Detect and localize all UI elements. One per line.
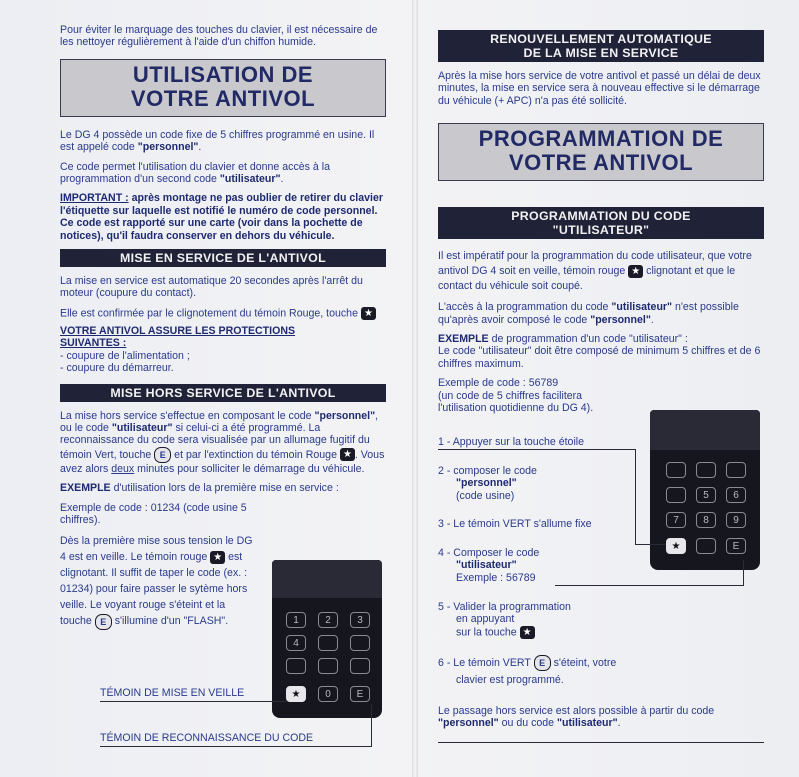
step1-pointer: [438, 449, 636, 450]
final-paragraph: Le passage hors service est alors possible à partir du code "personnel" ou du code "utilisateur".: [438, 705, 715, 730]
step-5: 5 - Valider la programmation en appuyant sur la touche ★: [438, 601, 571, 639]
mise-hors-service-header: MISE HORS SERVICE DE L'ANTIVOL: [60, 384, 386, 402]
key-3: [726, 462, 746, 478]
key-e: E: [350, 686, 370, 702]
code-usage-paragraph: Ce code permet l'utilisation du clavier et donne accès à la programmation d'un second code "utilisateur".: [60, 160, 330, 186]
protections-title: VOTRE ANTIVOL ASSURE LES PROTECTIONS SUIVANTES :: [60, 324, 296, 350]
mise-en-service-header: MISE EN SERVICE DE L'ANTIVOL: [60, 249, 386, 267]
renouvellement-header: RENOUVELLEMENT AUTOMATIQUE DE LA MISE EN SERVICE: [438, 30, 764, 62]
key-5: 5: [696, 487, 716, 503]
key-2: [696, 462, 716, 478]
programmation-title: PROGRAMMATION DE VOTRE ANTIVOL: [438, 123, 764, 181]
mise-en-service-text: La mise en service est automatique 20 secondes après l'arrêt du moteur (coupure du contact).: [60, 275, 363, 300]
important-paragraph: IMPORTANT : après montage ne pas oublier de retirer du clavier l'étiquette sur laquelle est notifié le numéro de code personnel. Ce code est rapporté sur une carte (voir dans la pochette de notices), qu'il faudra conserver en dehors du véhicule.: [60, 192, 383, 242]
reco-pointer-vertical: [371, 704, 372, 747]
step-2: 2 - composer le code "personnel" (code usine): [438, 465, 537, 502]
key-1: [666, 462, 686, 478]
utilisation-title: UTILISATION DE VOTRE ANTIVOL: [60, 59, 386, 117]
step1-pointer-end: [635, 544, 665, 545]
step-4: 4 - Composer le code "utilisateur" Exemple : 56789: [438, 547, 540, 584]
key-1: 1: [286, 612, 306, 628]
key-3: 3: [350, 612, 370, 628]
left-column: [60, 24, 386, 637]
step4-pointer: [555, 585, 743, 586]
key-8: [318, 658, 338, 674]
cleaning-intro: Pour éviter le marquage des touches du clavier, il est nécessaire de les nettoyer régulièrement à l'aide d'un chiffon humide.: [60, 24, 378, 49]
example-code: Exemple de code : 56789 (un code de 5 chiffres facilitera l'utilisation quotidienne du DG 4).: [438, 377, 594, 415]
key-8: 8: [696, 512, 716, 528]
page-fold: [412, 0, 418, 777]
prerequisite-paragraph: Il est impératif pour la programmation du code utilisateur, que votre antivol DG 4 soit en veille, témoin rouge ★ clignotant et que le contact du véhicule soit coupé.: [438, 250, 752, 293]
key-0: 0: [318, 686, 338, 702]
key-9: [350, 658, 370, 674]
key-star: ★: [666, 538, 686, 554]
star-key-icon: ★: [210, 551, 225, 564]
hors-service-paragraph: La mise hors service s'effectue en composant le code "personnel", ou le code "utilisateur" si celui-ci a été programmé. La reconnaissance du code sera visualisée par un allumage fugitif du témoin Vert, touche E et par l'extinction du témoin Rouge ★ . Vous avez alors deux minutes pour solliciter le démarrage du véhicule.: [60, 409, 385, 475]
key-9: 9: [726, 512, 746, 528]
label-mise-en-veille: TÉMOIN DE MISE EN VEILLE: [100, 687, 245, 699]
e-key-icon: E: [534, 655, 551, 671]
step-1: 1 - Appuyer sur la touche étoile: [438, 436, 585, 448]
key-5: [318, 635, 338, 651]
right-column: [438, 30, 764, 414]
example-rule: Le code "utilisateur" doit être composé de minimum 5 chiffres et de 6 chiffres maximum.: [438, 345, 761, 370]
example-code: Exemple de code : 01234 (code usine 5 chiffres).: [60, 501, 247, 526]
star-key-icon: ★: [628, 265, 643, 278]
step4-pointer-vertical: [743, 560, 744, 586]
protection-item: - coupure de l'alimentation ;: [60, 349, 190, 362]
bottom-rule: [438, 742, 764, 743]
right-keypad-illustration: [650, 410, 760, 570]
keypad-cap: [650, 410, 760, 450]
reco-pointer-line: [100, 746, 372, 747]
key-0: [696, 538, 716, 554]
example-heading: EXEMPLE de programmation d'un code "utilisateur" :: [438, 333, 688, 346]
key-6: [350, 635, 370, 651]
programmation-code-header: PROGRAMMATION DU CODE "UTILISATEUR": [438, 207, 764, 239]
e-key-icon: E: [154, 447, 171, 463]
key-2: 2: [318, 612, 338, 628]
key-7: [286, 658, 306, 674]
renouvellement-text: Après la mise hors service de votre antivol et passé un délai de deux minutes, la mise en service sera à nouveau effective si le démarrage du véhicule (+ APC) n'a pas été sollicité.: [438, 70, 761, 107]
key-4: 4: [286, 635, 306, 651]
star-key-icon: ★: [520, 626, 535, 639]
confirmation-text: Elle est confirmée par le clignotement du témoin Rouge, touche ★: [60, 307, 386, 320]
step-3: 3 - Le témoin VERT s'allume fixe: [438, 518, 592, 530]
code-fixe-paragraph: Le DG 4 possède un code fixe de 5 chiffres programmé en usine. Il est appelé code "personnel".: [60, 128, 375, 154]
access-paragraph: L'accès à la programmation du code "utilisateur" n'est possible qu'après avoir composé le code "personnel".: [438, 301, 739, 326]
key-6: 6: [726, 487, 746, 503]
veille-pointer-line: [100, 701, 288, 702]
left-keypad-illustration: [272, 560, 382, 718]
key-e: E: [726, 538, 746, 554]
label-reconnaissance: TÉMOIN DE RECONNAISSANCE DU CODE: [100, 732, 314, 744]
example-heading: EXEMPLE d'utilisation lors de la première mise en service :: [60, 482, 339, 495]
star-key-icon: ★: [340, 448, 355, 461]
key-7: 7: [666, 512, 686, 528]
step1-pointer-vertical: [635, 449, 636, 545]
key-4: [666, 487, 686, 503]
protection-item: - coupure du démarreur.: [60, 362, 174, 375]
key-star: ★: [286, 686, 306, 702]
star-key-icon: ★: [361, 307, 376, 320]
e-key-icon: E: [95, 614, 112, 630]
step-6: 6 - Le témoin VERT E s'éteint, votre clavier est programmé.: [438, 657, 617, 686]
keypad-cap: [272, 560, 382, 598]
first-use-paragraph: Dès la première mise sous tension le DG 4 est en veille. Le témoin rouge ★ est clignotant. Il suffit de taper le code (ex. : 01234) pour faire passer le sytème hors veille. Le voyant rouge s'éteint et la touche E s'illumine d'un "FLASH".: [60, 533, 256, 629]
